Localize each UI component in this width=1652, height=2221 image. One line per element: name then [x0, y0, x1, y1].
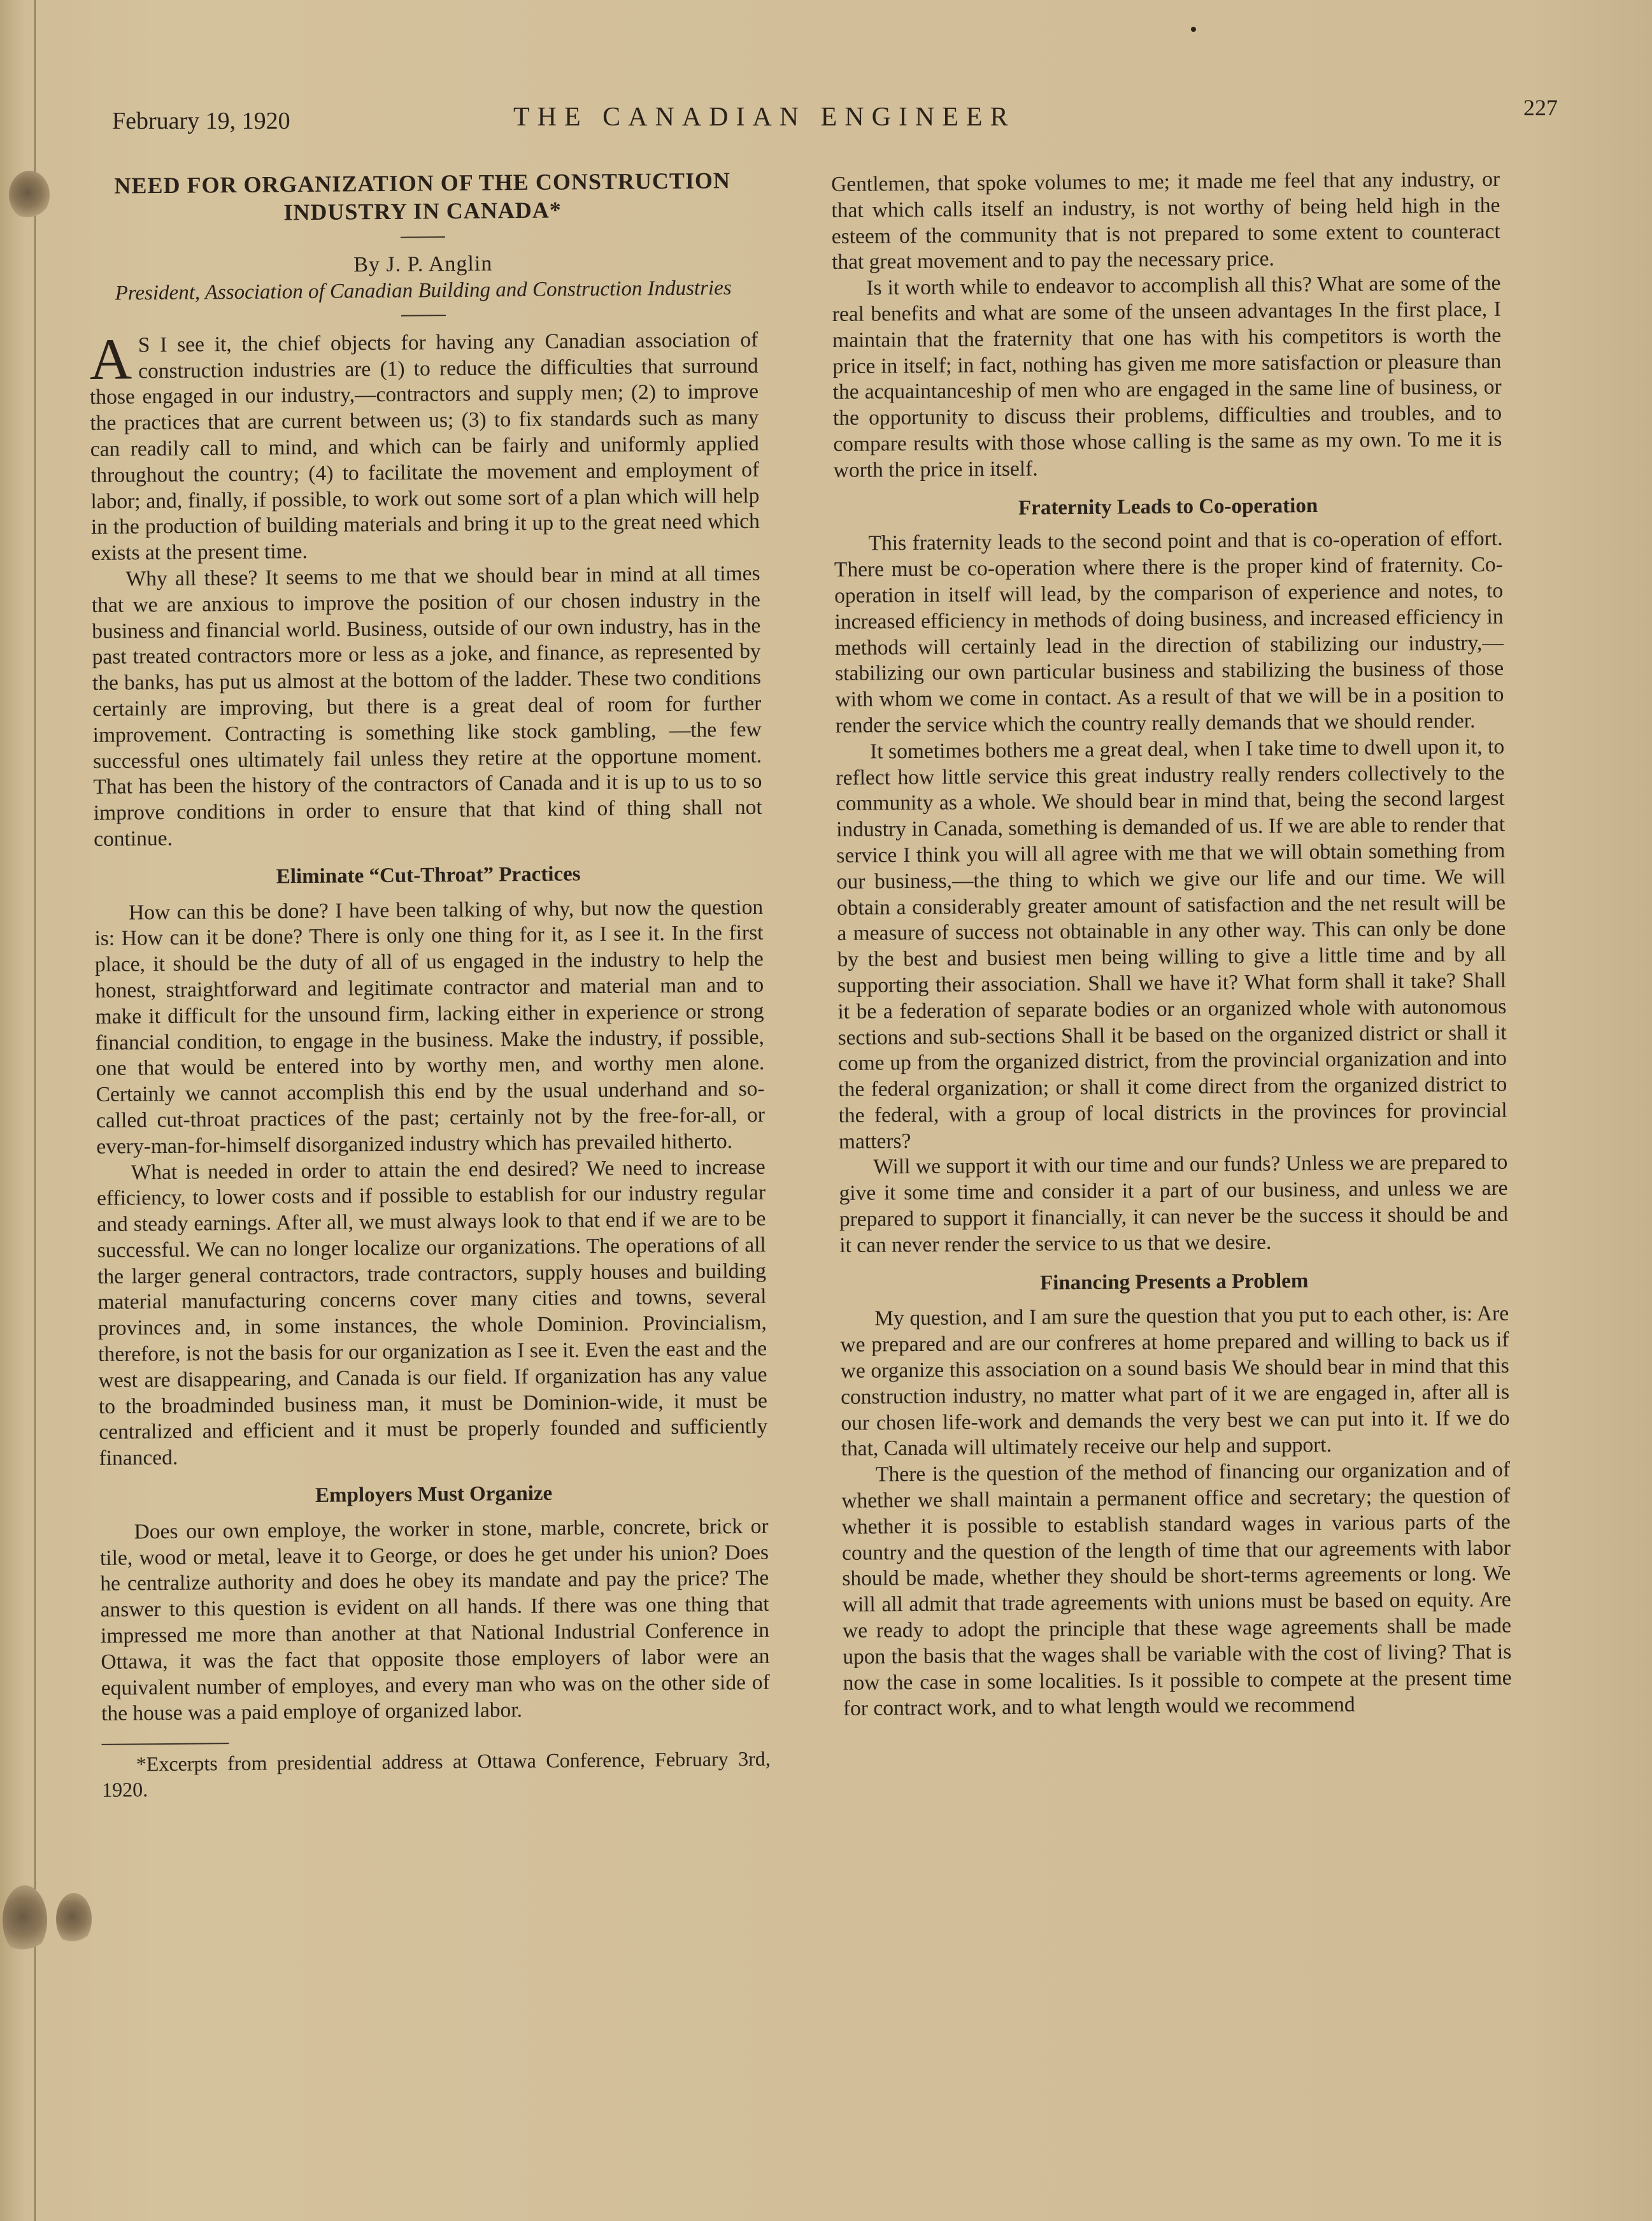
left-column: [88, 166, 771, 1803]
byline-divider: [401, 315, 446, 317]
section-heading: Fraternity Leads to Co-operation: [1018, 494, 1318, 520]
author-affiliation: President, Association of Canadian Building and Construction Industries: [115, 276, 732, 305]
article-title: NEED FOR ORGANIZATION OF THE CONSTRUCTION INDUSTRY IN CANADA*: [114, 168, 731, 225]
paragraph: Gentlemen, that spoke volumes to me; it made me feel that any industry, or that which calls itself an industry, is not worthy of being held high in the esteem of the community that is not prepared to some extent to counteract that great movement and to pay the necessary price.: [831, 167, 1500, 275]
page-number: 227: [1523, 95, 1558, 120]
drop-cap: A: [89, 326, 132, 392]
paragraph: It sometimes bothers me a great deal, when I take time to dwell upon it, to reflect how little service this great industry really renders collectively to the community as a whole. We should bear in mind that, being the second largest industry in Canada, something is demanded of us. If we are able to render that service I think you will all agree with me that we will obtain something from our business,—the thing to which we give our life and our time. We will obtain a considerably greater amount of satisfaction and the net result will be a measure of success not obtainable in any other way. This can only be done by the best and busiest men being willing to give a little time and by all supporting their association. Shall we have it? What form shall it take? Shall it be a federation of separate bodies or an organized whole with autonomous sections and sub-sections Shall it be based on the organized district or shall it come up from the organized district, from the provincial organization and into the federal organization; or shall it come direct from the organized district to the federal, with a group of local districts in the provinces for provincial matters?: [836, 734, 1507, 1153]
footnote-block: [102, 1738, 771, 1803]
paragraph: How can this be done? I have been talking of why, but now the question is: How can it be done? There is only one thing for it, as I see it. In the first place, it should be the duty of all of us engaged in the industry to help the honest, straightforward and legitimate contractor and material man and to make it difficult for the unsound firm, lacking either in experience or strong financial condition, to engage in the business. Make the industry, if possible, one that would be entered into by worthy men, and worthy men alone. Certainly we cannot accomplish this end by the usual underhand and so-called cut-throat practices of the past; certainly not by the free-for-all, or every-man-for-himself disorganized industry which has prevailed hitherto.: [94, 895, 765, 1159]
section-heading: Financing Presents a Problem: [1039, 1269, 1309, 1295]
gutter-line: [34, 0, 36, 2221]
binding-hole-left: [3, 1885, 47, 1955]
running-header: [112, 94, 1558, 139]
paragraph: Does our own employe, the worker in stone, marble, concrete, brick or tile, wood or metal, leave it to George, or does he get under his union? Does he centralize authority and does he obey its mandate and pay the price? The answer to this question is evident on all hands. If there was one thing that impressed me more than another at that National Industrial Conference in Ottawa, it was the fact that opposite those employers of labor were an equivalent number of employes, and every man who was on the other side of the house was a paid employe of organized labor.: [99, 1514, 770, 1726]
ink-dot: [1191, 27, 1196, 32]
paragraph: What is needed in order to attain the end desired? We need to increase efficiency, to lower costs and if possible to establish for our industry regular and steady earnings. After all, we must always look to that end if we are to be successful. We can no longer localize our organizations. The operations of all the larger general contractors, trade contractors, supply houses and building material manufacturing concerns cover many cities and towns, several provinces and, in some instances, the whole Dominion. Provincialism, therefore, is not the basis for our organization as I see it. Even the east and the west are disappearing, and Canada is our field. If organization has any value to the broadminded business man, it must be Dominion-wide, it must be centralized and efficient and it must be properly founded and sufficiently financed.: [96, 1155, 768, 1471]
journal-title: THE CANADIAN ENGINEER: [513, 103, 1016, 132]
paragraph: Is it worth while to endeavor to accomplish all this? What are some of the real benefits and what are some of the unseen advantages In the first place, I maintain that the fraternity that one has with his competitors is worth the price in itself; in fact, nothing has given me more satisfaction or pleasure than the acquaintanceship of men who are engaged in the same line of business, or the opportunity to discuss their problems, difficulties and troubles, and to compare results with those whose calling is the same as my own. To me it is worth the price in itself.: [832, 271, 1502, 482]
footnote-divider: [102, 1743, 229, 1745]
section-heading: Employers Must Organize: [315, 1482, 553, 1508]
issue-date: February 19, 1920: [112, 108, 290, 134]
byline: By J. P. Anglin: [353, 252, 493, 277]
paragraph: Will we support it with our time and our funds? Unless we are prepared to give it some time and consider it a part of our business, and unless we are prepared to support it financially, it can never be the success it should be and it can never render the service to us that we desire.: [839, 1150, 1509, 1257]
paragraph: A S I see it, the chief objects for having any Canadian association of construction industries are (1) to reduce the difficulties that surround those engaged in our industry,—contractors and supply men; (2) to improve the practices that are current between us; (3) to fix standards such as many can readily call to mind, and which can be fairly and uniformly applied throughout the country; (4) to facilitate the movement and employment of labor; and, finally, if possible, to work out some sort of a plan which will help in the production of building materials and bring it up to the great need which exists at the present time.: [89, 326, 760, 566]
right-column: [831, 167, 1512, 1722]
paragraph: This fraternity leads to the second point and that is co-operation of effort. There must be co-operation where there is the proper kind of fraternity. Co-operation in itself will lead, by the comparison of experience and notes, to increased efficiency in methods of doing business, and increased efficiency in methods will certainly lead in the direction of stabilizing our industry,—stabilizing our own particular business and stabilizing the business of those with whom we come in contact. As a result of that we will be in a position to render the service which the country really demands that we should render.: [834, 527, 1504, 738]
binding-hole-right: [56, 1893, 92, 1945]
paragraph: My question, and I am sure the question that you put to each other, is: Are we prepared and are our confreres at home prepared and willing to back us if we organize this association on a sound basis We should bear in mind that this construction industry, no matter what part of it we are engaged in, after all is our chosen life-work and demands the very best we can put into it. If we do that, Canada will ultimately receive our help and support.: [840, 1302, 1510, 1461]
paragraph: Why all these? It seems to me that we should bear in mind at all times that we are anxious to improve the position of our chosen industry in the business and financial world. Business, outside of our own industry, has in the past treated contractors more or less as a joke, and finance, as represented by the banks, has put us almost at the bottom of the ladder. These two conditions certainly are improving, but there is a great deal of room for further improvement. Contracting is something like stock gambling, —the few successful ones ultimately fail unless they retire at the opportune moment. That has been the history of the contractors of Canada and it is up to us to so improve conditions in order to ensure that that kind of thing shall not continue.: [91, 561, 762, 851]
footnote: *Excerpts from presidential address at Ottawa Conference, February 3rd, 1920.: [102, 1746, 771, 1802]
title-divider: [401, 236, 445, 238]
paragraph: There is the question of the method of financing our organization and of whether we shall maintain a permanent office and secretary; the question of whether it is possible to establish standard wages in various parts of the country and the question of the length of time that our agreements with labor should be made, whether they should be short-terms agreements or long. We will all admit that trade agreements with unions must be based on equity. Are we ready to adopt the principle that these wage agreements shall be made upon the basis that the wages shall be variable with the cost of living? That is now the case in some localities. Is it possible to compete at the present time for contract work, and to what length would we recommend: [841, 1457, 1512, 1721]
section-heading: Eliminate “Cut-Throat” Practices: [276, 862, 581, 889]
binding-hole-top: [9, 171, 50, 219]
